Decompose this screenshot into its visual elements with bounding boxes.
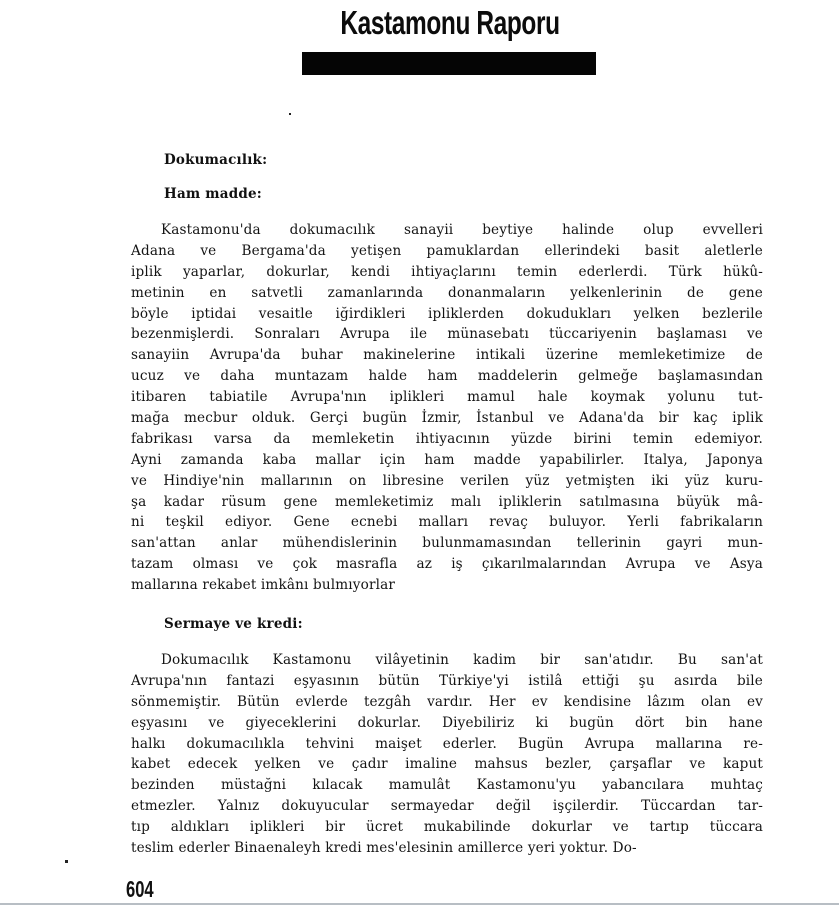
section-heading-sermaye-ve-kredi: Sermaye ve kredi:: [164, 616, 303, 632]
paragraph-line: sanayiin Avrupa'da buhar makinelerine intikali üzerine memleketimize de: [131, 347, 763, 364]
paragraph-line: Avrupa'nın fantazi eşyasının bütün Türkiye'yi istilâ ettiği şu asırda bile: [131, 672, 763, 689]
paragraph-line: teslim ederler Binaenaleyh kredi mes'elesinin amillerce yeri yoktur. Do-: [131, 840, 637, 857]
paragraph-line: şa kadar rüsum gene memleketimiz malı ipliklerin satılmasına büyük mâ-: [131, 493, 763, 510]
paragraph-line: Adana ve Bergama'da yetişen pamuklardan ellerindeki basit aletlerle: [131, 242, 763, 259]
paragraph-line: bezinden müstağni kılacak mamulât Kastamonu'yu yabancılara muhtaç: [131, 777, 763, 794]
section-heading-ham-madde: Ham madde:: [164, 186, 262, 202]
paragraph-line: tazam olması ve çok masrafla az iş çıkarılmalarından Avrupa ve Asya: [131, 556, 763, 573]
paragraph-line: Dokumacılık Kastamonu vilâyetinin kadim bir san'atıdır. Bu san'at: [161, 652, 763, 668]
paragraph-line: iplik yaparlar, dokurlar, kendi ihtiyaçlarını temin ederlerdi. Türk hükû-: [131, 263, 763, 280]
redaction-bar: [302, 52, 596, 75]
paragraph-line: Ayni zamanda kaba mallar için ham madde yapabilirler. Italya, Japonya: [131, 451, 763, 468]
section-heading-dokumacilik: Dokumacılık:: [164, 152, 268, 168]
paragraph-line: ni teşkil ediyor. Gene ecnebi malları revaç buluyor. Yerli fabrikaların: [131, 514, 763, 531]
document-title: Kastamonu Raporu: [340, 4, 560, 41]
paragraph-line: mağa mecbur olduk. Gerçi bugün İzmir, İstanbul ve Adana'da bir kaç iplik: [131, 410, 763, 427]
paragraph-line: bezenmişlerdi. Sonraları Avrupa ile münasebatı tüccariyenin başlaması ve: [131, 326, 763, 343]
paragraph-line: ve Hindiye'nin mallarının on libresine verilen yüz yetmişten iki yüz kuru-: [131, 472, 763, 489]
scan-speck: [65, 860, 68, 863]
paragraph-line: sönmemiştir. Bütün evlerde tezgâh vardır. Her ev kendisine lâzım olan ev: [131, 693, 763, 710]
paragraph-line: fabrikası varsa da memleketin ihtiyacının yüzde birini temin edemiyor.: [131, 430, 763, 447]
paragraph-line: tıp aldıkları iplikleri bir ücret mukabilinde dokurlar ve tartıp tüccara: [131, 819, 763, 836]
paragraph-line: eşyasını ve giyeceklerini dokurlar. Diyebiliriz ki bugün dört bin hane: [131, 714, 763, 731]
paragraph-ham-madde: [131, 220, 763, 596]
paragraph-line: mallarına rekabet imkânı bulmıyorlar: [131, 577, 395, 594]
paragraph-line: böyle iptidai vesaitle iğirdikleri ipliklerden dokudukları yelken bezlerile: [131, 305, 763, 322]
paragraph-line: itibaren tabiatile Avrupa'nın iplikleri mamul hale koymak yolunu tut-: [131, 389, 763, 406]
paragraph-line: metinin en satvetli zamanlarında donanmaların yelkenlerinin de gene: [131, 284, 763, 301]
scan-speck: [289, 113, 291, 115]
paragraph-line: etmezler. Yalnız dokuyucular sermayedar değil işçilerdir. Tüccardan tar-: [131, 798, 763, 815]
paragraph-line: ucuz ve daha muntazam halde ham maddelerin gelmeğe başlamasından: [131, 368, 763, 385]
paragraph-sermaye-ve-kredi: [131, 650, 763, 859]
page-number: 604: [126, 876, 154, 902]
paragraph-line: kabet edecek yelken ve çadır imaline mahsus bezler, çarşaflar ve kaput: [131, 756, 763, 773]
paragraph-line: Kastamonu'da dokumacılık sanayii beytiye halinde olup evvelleri: [161, 222, 763, 238]
paragraph-line: san'attan anlar mühendislerinin bulunmamasından tellerinin gayri mun-: [131, 535, 763, 552]
paragraph-line: halkı dokumacılıkla tehvini maişet ederler. Bugün Avrupa mallarına re-: [131, 735, 763, 752]
